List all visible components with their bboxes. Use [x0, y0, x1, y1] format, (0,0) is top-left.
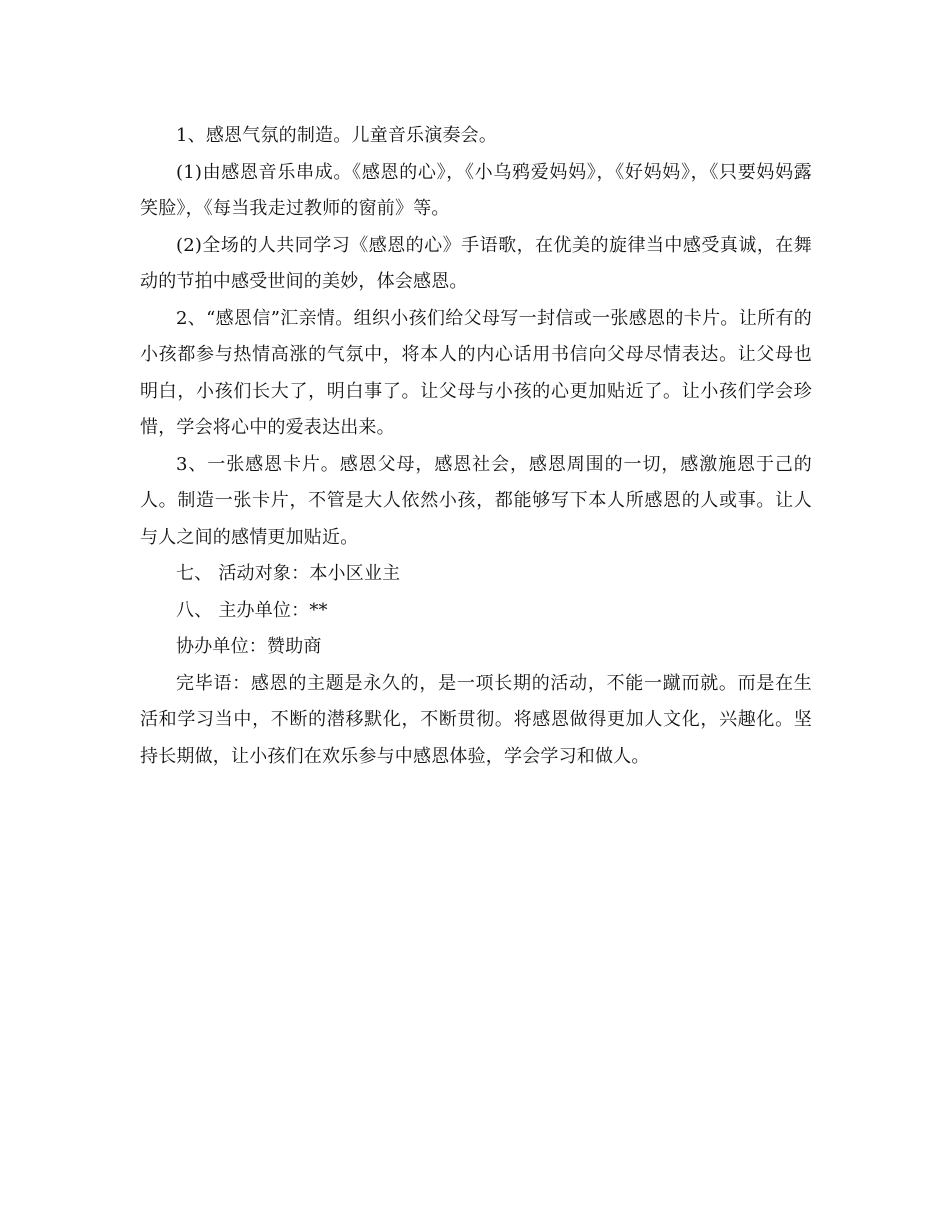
paragraph-gratitude-letter: 2、“感恩信”汇亲情。组织小孩们给父母写一封信或一张感恩的卡片。让所有的小孩都参与热情高涨的气氛中，将本人的内心话用书信向父母尽情表达。让父母也明白，小孩们长大了，明白事了。让父母与小孩的心更加贴近了。让小孩们学会珍惜，学会将心中的爱表达出来。: [140, 307, 812, 438]
paragraph-co-organizer: 协办单位：赞助商: [176, 636, 322, 657]
paragraph-sign-language-song: (2)全场的人共同学习《感恩的心》手语歌，在优美的旋律当中感受真诚，在舞动的节拍中感受世间的美妙，体会感恩。: [140, 234, 812, 292]
document-body: [140, 118, 812, 775]
paragraph-gratitude-card: 3、一张感恩卡片。感恩父母，感恩社会，感恩周围的一切，感激施恩于己的人。制造一张卡片，不管是大人依然小孩，都能够写下本人所感恩的人或事。让人与人之间的感情更加贴近。: [140, 453, 812, 548]
paragraph-closing-remarks: 完毕语：感恩的主题是永久的，是一项长期的活动，不能一蹴而就。而是在生活和学习当中，不断的潜移默化，不断贯彻。将感恩做得更加人文化，兴趣化。坚持长期做，让小孩们在欢乐参与中感恩体验，学会学习和做人。: [140, 672, 812, 767]
paragraph-organizer: 八、 主办单位：**: [176, 599, 328, 621]
paragraph-music-concert: 1、感恩气氛的制造。儿童音乐演奏会。: [176, 125, 498, 146]
paragraph-song-list: (1)由感恩音乐串成。《感恩的心》，《小乌鸦爱妈妈》，《好妈妈》，《只要妈妈露笑脸》，《每当我走过教师的窗前》等。: [140, 161, 812, 219]
paragraph-activity-target: 七、 活动对象：本小区业主: [176, 563, 401, 584]
